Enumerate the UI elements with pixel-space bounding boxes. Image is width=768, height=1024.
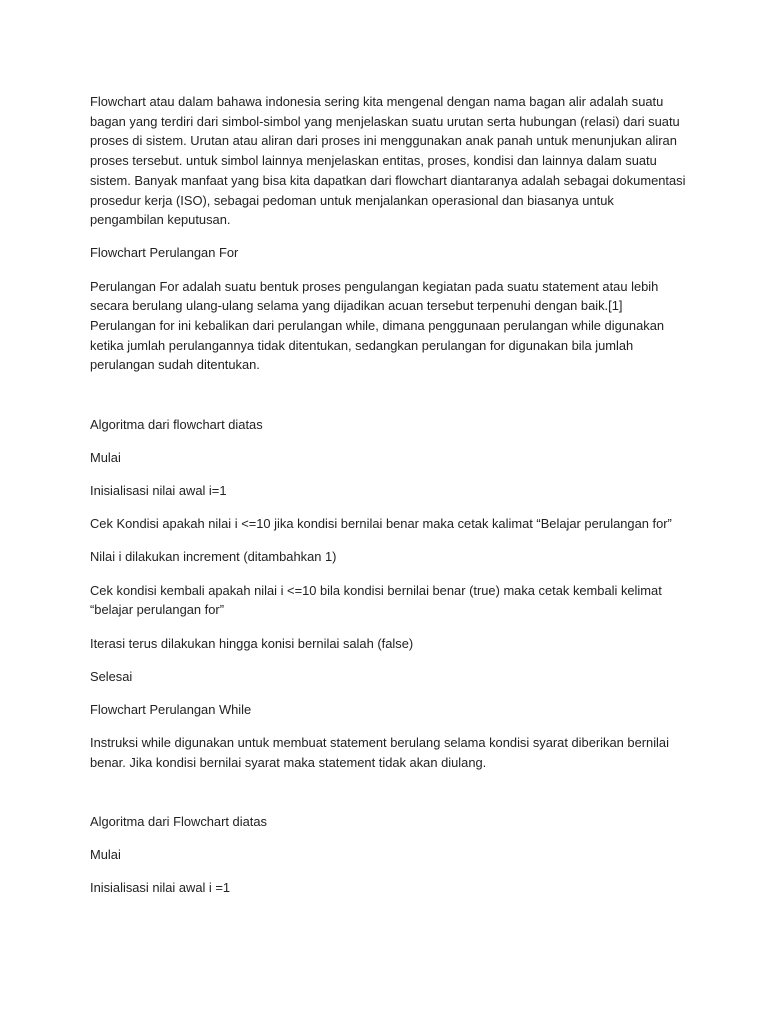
algorithm-heading-while: Algoritma dari Flowchart diatas <box>90 814 267 830</box>
step-init: Inisialisasi nilai awal i=1 <box>90 483 227 499</box>
while-step-start: Mulai <box>90 847 121 863</box>
document-body <box>90 92 690 912</box>
step-recheck-condition: Cek kondisi kembali apakah nilai i <=10 bila kondisi bernilai benar (true) maka cetak kembali kelimat “belajar perulangan for” <box>90 582 662 618</box>
step-iterate: Iterasi terus dilakukan hingga konisi bernilai salah (false) <box>90 635 414 651</box>
step-check-condition: Cek Kondisi apakah nilai i <=10 jika kondisi bernilai benar maka cetak kalimat “Belajar perulangan for” <box>90 516 672 532</box>
step-increment: Nilai i dilakukan increment (ditambahkan 1) <box>90 549 337 565</box>
while-step-init: Inisialisasi nilai awal i =1 <box>90 880 231 896</box>
spacer <box>90 786 690 812</box>
intro-paragraph: Flowchart atau dalam bahawa indonesia sering kita mengenal dengan nama bagan alir adalah suatu bagan yang terdiri dari simbol-simbol yang menjelaskan suatu urutan serta hubungan (relasi) dari suatu proses di sistem. Urutan atau aliran dari proses ini menggunakan anak panah untuk menunjukan aliran proses tersebut. untuk simbol lainnya menjelaskan entitas, proses, kondisi dan lainnya dalam suatu sistem. Banyak manfaat yang bisa kita dapatkan dari flowchart diantaranya adalah sebagai dokumentasi prosedur kerja (ISO), sebagai pedoman untuk menjalankan operasional dan biasanya untuk pengambilan keputusan. <box>90 94 686 228</box>
heading-flowchart-while: Flowchart Perulangan While <box>90 701 252 717</box>
algorithm-heading-for: Algoritma dari flowchart diatas <box>90 416 263 432</box>
step-end: Selesai <box>90 668 133 684</box>
step-start: Mulai <box>90 449 121 465</box>
spacer <box>90 389 690 415</box>
for-loop-paragraph: Perulangan For adalah suatu bentuk proses pengulangan kegiatan pada suatu statement atau lebih secara berulang ulang-ulang selama yang dijadikan acuan tersebut terpenuhi dengan baik.[1] Perulangan for ini kebalikan dari perulangan while, dimana penggunaan perulangan while digunakan ketika jumlah perulangannya tidak ditentukan, sedangkan perulangan for digunakan bila jumlah perulangan sudah ditentukan. <box>90 278 665 373</box>
heading-flowchart-for: Flowchart Perulangan For <box>90 245 239 261</box>
while-loop-paragraph: Instruksi while digunakan untuk membuat statement berulang selama kondisi syarat diberikan bernilai benar. Jika kondisi bernilai syarat maka statement tidak akan diulang. <box>90 735 669 770</box>
